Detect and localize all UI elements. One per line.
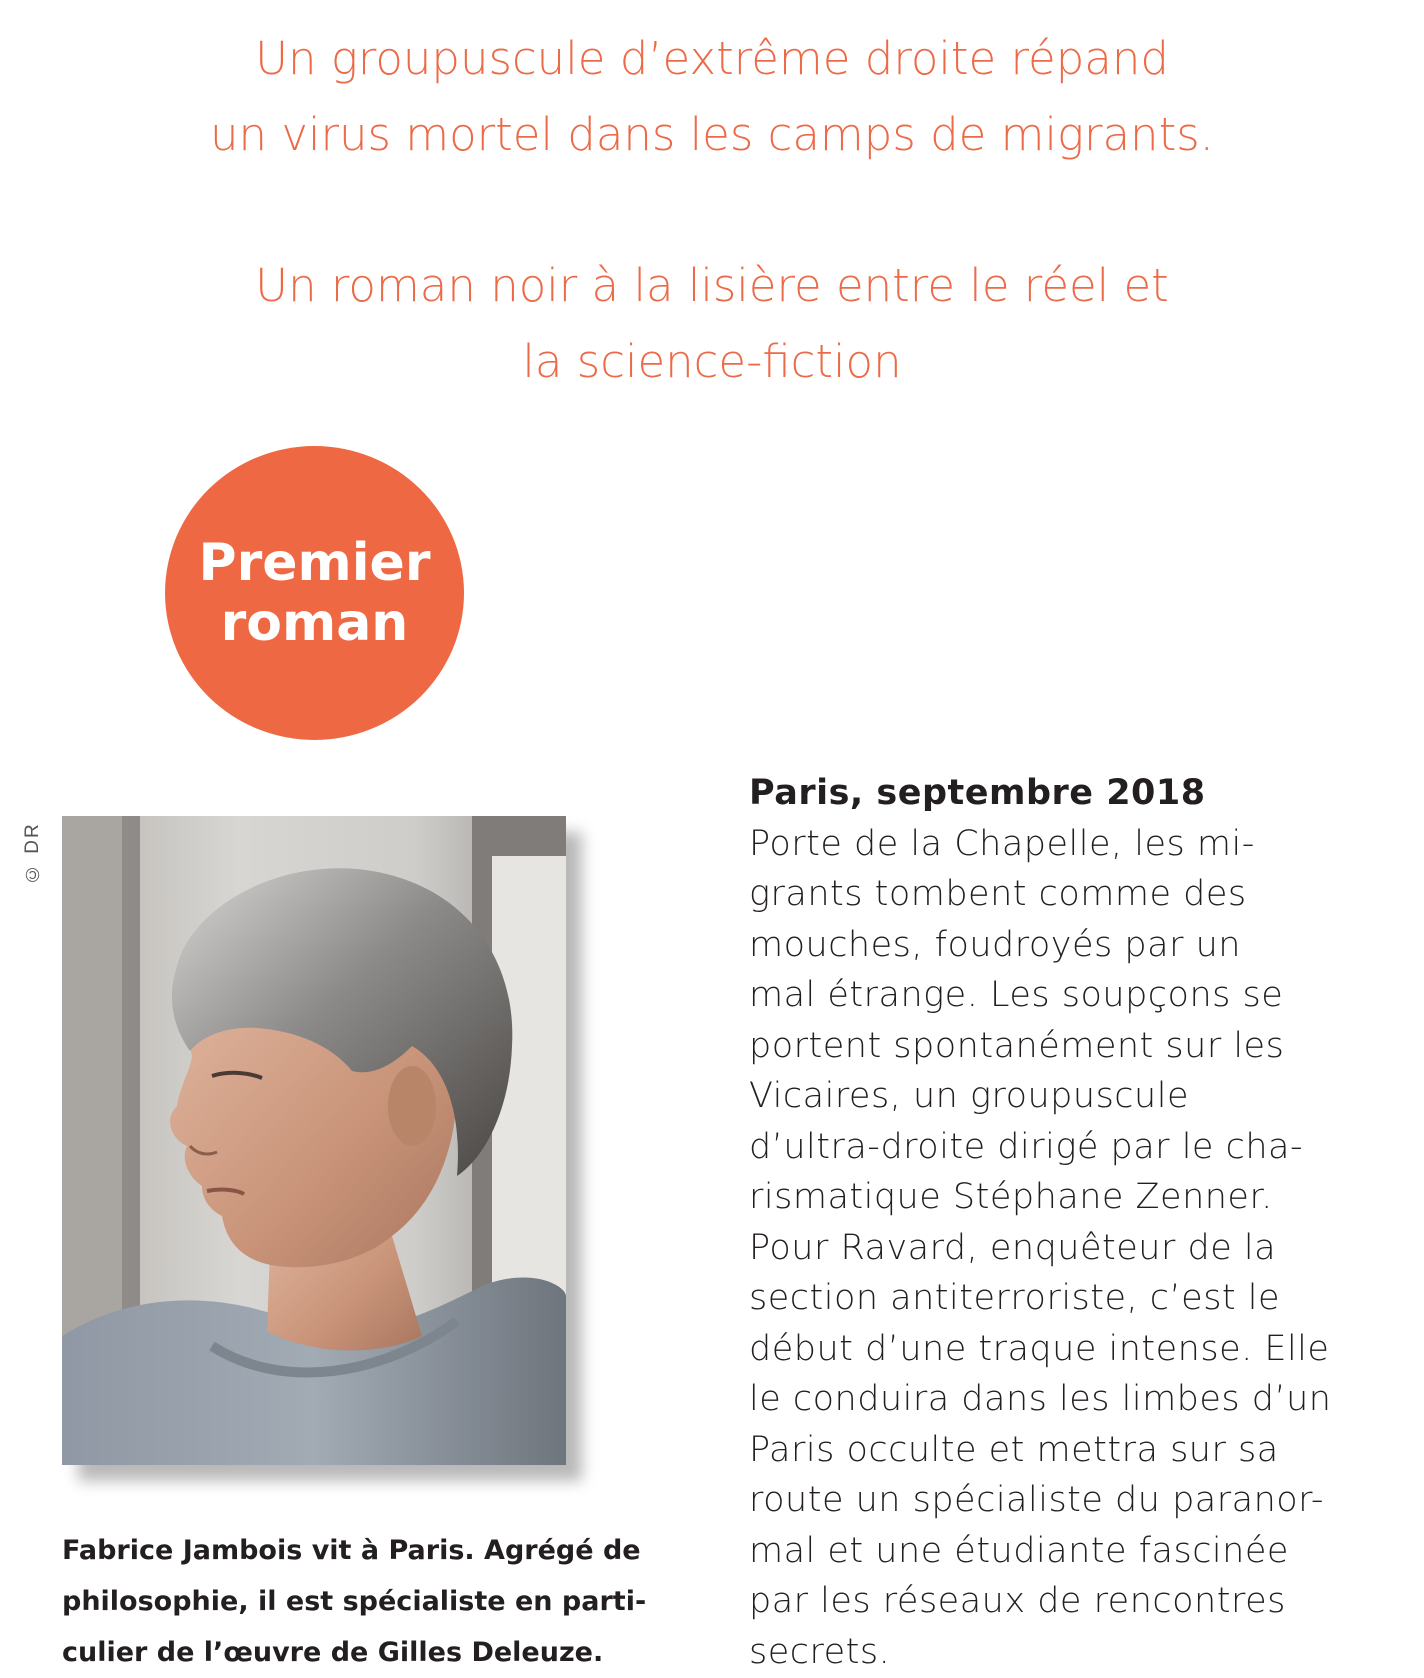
author-bio-line: philosophie, il est spécialiste en parti- xyxy=(62,1586,647,1617)
story-line: par les réseaux de rencontres xyxy=(749,1581,1286,1621)
badge-line: Premier xyxy=(198,533,431,593)
tagline-line: Un roman noir à la lisière entre le réel et xyxy=(255,259,1169,312)
author-bio xyxy=(62,1525,692,1678)
story-line: section antiterroriste, c’est le xyxy=(749,1278,1281,1318)
story-line: secrets. xyxy=(749,1631,891,1672)
tagline-line: un virus mortel dans les camps de migrants. xyxy=(210,108,1214,161)
story-heading: Paris, septembre 2018 xyxy=(749,773,1206,813)
story-line: mal et une étudiante fascinée xyxy=(749,1530,1289,1571)
story-line: portent spontanément sur les xyxy=(749,1025,1285,1066)
story-line: Pour Ravard, enquêteur de la xyxy=(749,1227,1277,1268)
story-line: Porte de la Chapelle, les mi- xyxy=(749,823,1255,864)
tagline-line: Un groupuscule d’extrême droite répand xyxy=(255,32,1169,85)
story-line: Vicaires, un groupuscule xyxy=(749,1076,1189,1116)
story-line: rismatique Stéphane Zenner. xyxy=(749,1177,1273,1217)
author-bio-line: culier de l’œuvre de Gilles Deleuze. xyxy=(62,1637,604,1668)
story-line: mal étrange. Les soupçons se xyxy=(749,975,1284,1015)
author-photo xyxy=(62,816,566,1465)
badge-line: roman xyxy=(220,593,409,653)
story-line: début d’une traque intense. Elle xyxy=(749,1328,1330,1369)
story-line: grants tombent comme des xyxy=(749,874,1247,914)
photo-credit: © DR xyxy=(22,822,43,884)
story-line: mouches, foudroyés par un xyxy=(749,924,1241,965)
story-line: le conduira dans les limbes d’un xyxy=(749,1379,1332,1419)
tagline-genre xyxy=(0,248,1424,400)
tagline-line: la science-fiction xyxy=(522,335,902,388)
author-bio-line: Fabrice Jambois vit à Paris. Agrégé de xyxy=(62,1535,641,1566)
story-line: d’ultra-droite dirigé par le cha- xyxy=(749,1126,1304,1167)
premier-roman-badge xyxy=(165,446,464,740)
story-line: Paris occulte et mettra sur sa xyxy=(749,1429,1279,1470)
story-line: route un spécialiste du paranor- xyxy=(749,1480,1324,1520)
tagline-premise xyxy=(0,21,1424,173)
story-summary xyxy=(749,768,1409,1677)
author-portrait-image xyxy=(62,816,566,1465)
